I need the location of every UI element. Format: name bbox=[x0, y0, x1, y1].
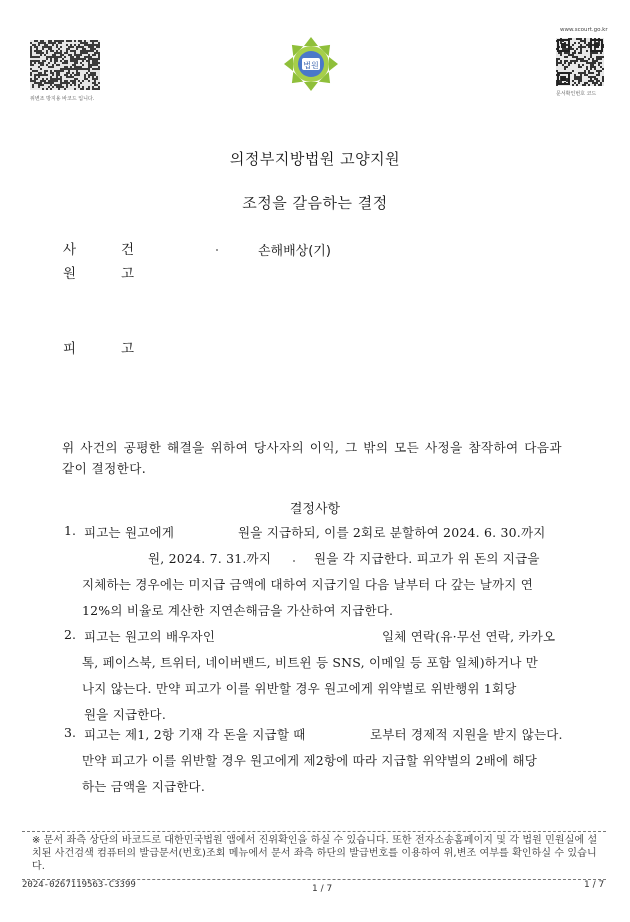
item-1-line-3: 지체하는 경우에는 미지급 금액에 대하여 지급기일 다음 날부터 다 갚는 날까지 연 bbox=[82, 577, 533, 592]
intro-paragraph: 위 사건의 공평한 해결을 위하여 당사자의 이익, 그 밖의 모든 사정을 참작하여 다음과 같이 결정한다. bbox=[62, 440, 562, 476]
verification-notice: ※ 문서 좌측 상단의 바코드로 대한민국법원 앱에서 진위확인을 하실 수 있습니다. 또한 전자소송홈페이지 및 각 법원 민원실에 설치된 사건검색 컴퓨터의 발급문서(번호)조회 메뉴에서 문서 좌측 하단의 발급번호를 이용하여 위,변조 여부를 확인하실 수 있습니다. bbox=[32, 835, 598, 872]
item-3-number: 3. bbox=[64, 725, 76, 740]
item-1-line-1a: 피고는 원고에게 bbox=[84, 525, 175, 540]
item-3-line-1b: 로부터 경제적 지원을 받지 않는다. bbox=[370, 727, 563, 742]
site-url: www.scourt.go.kr bbox=[560, 27, 608, 33]
label-char: 건 bbox=[121, 242, 135, 258]
label-char: 사 bbox=[63, 242, 77, 258]
item-3-line-1a: 피고는 제1, 2항 기재 각 돈을 지급할 때 bbox=[84, 727, 306, 742]
defendant-label-text bbox=[63, 341, 134, 357]
page-indicator: 1 / 7 bbox=[312, 884, 333, 894]
emblem-label: 법원 bbox=[303, 61, 319, 70]
plaintiff-label bbox=[63, 262, 134, 282]
item-2-line-1b: 일체 연락(유·무선 연락, 카카오 bbox=[382, 629, 556, 644]
document-title: 조정을 갈음하는 결정 bbox=[242, 194, 388, 212]
item-2-line-1a: 피고는 원고의 배우자인 bbox=[84, 629, 216, 644]
item-3-line-2: 만약 피고가 이를 위반할 경우 원고에게 제2항에 따라 지급할 위약벌의 2배에 해당 bbox=[82, 753, 538, 768]
label-char: 고 bbox=[121, 266, 135, 282]
item-3-line-3: 하는 금액을 지급한다. bbox=[82, 779, 205, 794]
redaction-mark bbox=[293, 560, 295, 562]
case-label-text bbox=[63, 242, 134, 258]
label-char: 피 bbox=[63, 341, 77, 357]
court-emblem-icon bbox=[282, 35, 340, 93]
case-name: 손해배상(기) bbox=[258, 244, 331, 259]
redaction-mark bbox=[216, 249, 218, 251]
document-qr-code bbox=[556, 38, 604, 86]
item-1-line-4: 12%의 비율로 계산한 지연손해금을 가산하여 지급한다. bbox=[82, 603, 394, 618]
item-2-number: 2. bbox=[64, 627, 76, 642]
section-heading: 결정사항 bbox=[289, 502, 341, 517]
item-2-line-2: 톡, 페이스북, 트위터, 네이버밴드, 비트윈 등 SNS, 이메일 등 포함 일체)하거나 만 bbox=[82, 655, 539, 670]
item-2-line-3: 나지 않는다. 만약 피고가 이를 위반할 경우 원고에게 위약벌로 위반행위 1회당 bbox=[82, 681, 517, 696]
item-1-number: 1. bbox=[64, 523, 76, 538]
item-2-line-4: 원을 지급한다. bbox=[84, 707, 166, 722]
issue-number: 2024-0267119563-C3399 bbox=[22, 880, 136, 890]
verification-barcode bbox=[30, 40, 100, 90]
barcode-caption: 위변조 방지용 바코드 입니다. bbox=[30, 96, 95, 102]
plaintiff-label-text bbox=[63, 266, 134, 282]
page-indicator-right: 1 / 7 bbox=[584, 880, 605, 890]
label-char: 원 bbox=[63, 266, 77, 282]
item-1-line-1b: 원을 지급하되, 이를 2회로 분할하여 2024. 6. 30.까지 bbox=[238, 525, 546, 540]
label-char: 고 bbox=[121, 341, 135, 357]
item-1-line-2b: 원을 각 지급한다. 피고가 위 돈의 지급을 bbox=[314, 551, 540, 566]
item-1-line-2a: 원, 2024. 7. 31.까지 bbox=[148, 551, 272, 566]
defendant-label bbox=[63, 337, 134, 357]
qr-caption: 문서확인번호 코드 bbox=[556, 91, 597, 97]
court-name: 의정부지방법원 고양지원 bbox=[229, 150, 401, 168]
case-label bbox=[63, 238, 134, 258]
